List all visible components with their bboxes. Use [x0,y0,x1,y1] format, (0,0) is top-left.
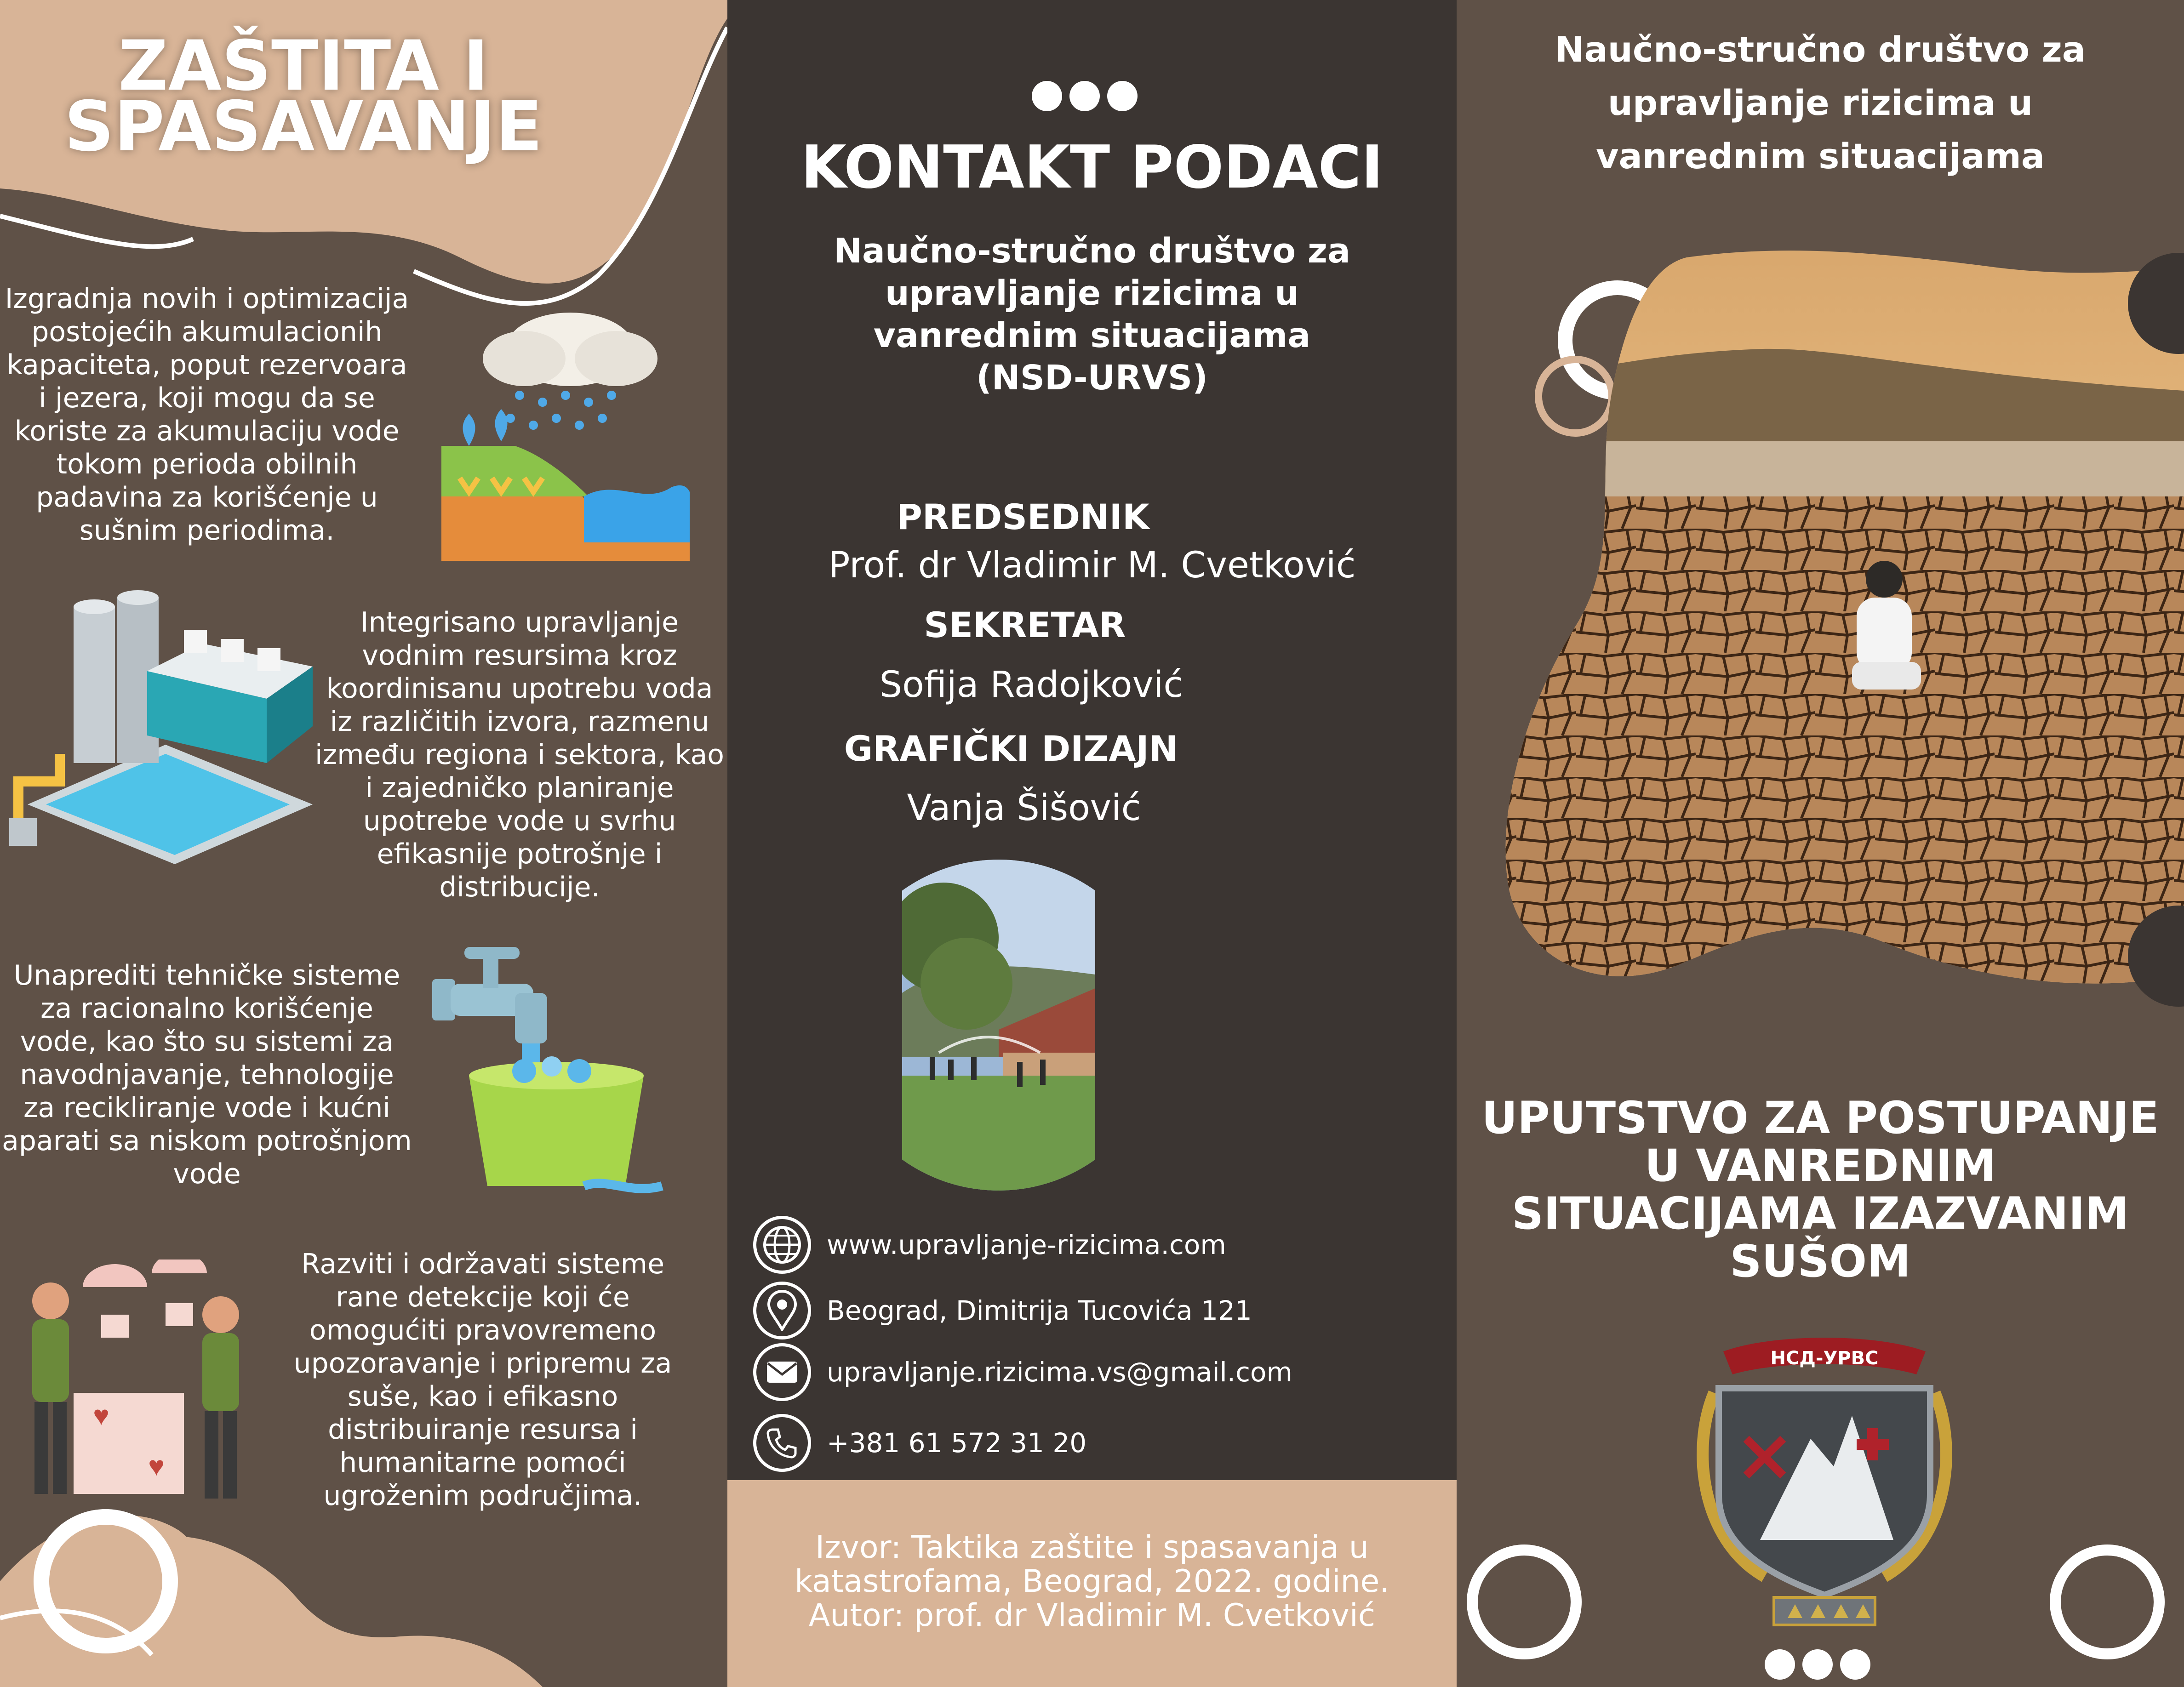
left-title [55,26,552,167]
president-name: Prof. dr Vladimir M. Cvetković [828,545,1356,586]
paragraph-storage: Izgradnja novih i optimizacija postojećih akumulacionih kapaciteta, poput rezervoara i jezera, koji mogu da se koriste za akumulaciju vode tokom perioda obilnih padavina za korišćenje u sušnim periodima. [5,283,409,547]
contact-website-row[interactable] [753,1215,1226,1275]
decor-ring [2050,1545,2165,1659]
website-link[interactable]: www.upravljanje-rizicima.com [827,1229,1226,1260]
design-name [727,785,1457,831]
decor-dot [1032,81,1062,111]
water-tap-bucket-icon [432,938,671,1204]
left-title-line2: SPASAVANJE [64,87,543,167]
decor-dot [1765,1649,1795,1680]
design-label-text: GRAFIČKI DIZAJN [844,728,1178,769]
team-photo [902,837,1095,1214]
globe-icon [753,1216,811,1274]
source-text: Izvor: Taktika zaštite i spasavanja u katastrofama, Beograd, 2022. godine. Autor: prof. dr Vladimir M. Cvetković [794,1529,1390,1634]
decor-dot [1840,1649,1870,1680]
president-label-text: PREDSEDNIK [897,496,1149,537]
contact-heading: KONTAKT PODACI [800,133,1384,202]
design-name-text: Vanja Šišović [907,787,1141,829]
secretary-label [727,600,1457,650]
decor-dot [1802,1649,1833,1680]
decor-ring [1467,1545,1582,1659]
left-panel [0,0,727,1687]
left-title-line1: ZAŠTITA I [118,26,489,106]
location-pin-icon [753,1282,811,1339]
source-footer [727,1480,1457,1687]
envelope-icon [753,1343,811,1401]
org-name-full: Naučno-stručno društvo za upravljanje rizicima u vanrednim situacijama (NSD-URVS) [834,231,1350,398]
decor-dot [1069,81,1100,111]
organization-emblem [1682,1301,1967,1632]
svg-text:♥: ♥ [148,1451,165,1482]
right-org-name: Naučno-stručno društvo za upravljanje rizicima u vanrednim situacijama [1555,29,2086,177]
address-text: Beograd, Dimitrija Tucovića 121 [827,1295,1252,1326]
water-treatment-plant-icon [9,588,322,873]
emblem-banner-text: НСД-УРВС [1770,1348,1879,1369]
design-label [727,724,1457,774]
contact-phone-row[interactable] [753,1413,1086,1473]
paragraph-early-detection: Razviti i održavati sisteme rane detekcije koji će omogućiti pravovremeno upozoravanje i pripremu za suše, kao i efikasno distribuiranje resursa i humanitarne pomoći ugroženim područjima. [293,1248,672,1512]
secretary-name-text: Sofija Radojković [879,664,1183,706]
secretary-label-text: SEKRETAR [924,604,1126,645]
contact-email-row[interactable] [753,1342,1292,1402]
svg-text:♥: ♥ [93,1400,109,1431]
contact-address-row [753,1281,1252,1340]
drought-photo [1457,239,2184,1085]
email-link[interactable]: upravljanje.rizicima.vs@gmail.com [827,1356,1292,1388]
middle-panel [727,0,1457,1687]
phone-icon [753,1414,811,1472]
rain-cloud-reservoir-icon [432,303,708,570]
phone-number[interactable]: +381 61 572 31 20 [827,1427,1087,1459]
paragraph-integrated-management: Integrisano upravljanje vodnim resursima kroz koordinisanu upotrebu voda iz različitih izvora, razmenu između regiona i sektora, kao i zajedničko planiranje upotrebe vode u svrhu efikasnije potrošnje i distribucije. [315,606,724,903]
secretary-name [727,662,1457,708]
humanitarian-aid-icon [0,1260,303,1517]
president-label [727,492,1457,542]
document-title: UPUTSTVO ZA POSTUPANJE U VANREDNIM SITUACIJAMA IZAZVANIM SUŠOM [1481,1092,2159,1287]
paragraph-technical-systems: Unaprediti tehničke sisteme za racionalno korišćenje vode, kao što su sistemi za navodnjavanje, tehnologije za recikliranje vode i kućni aparati sa niskom potrošnjom vode [2,959,412,1190]
right-panel [1457,0,2184,1687]
decor-dot [1107,81,1138,111]
